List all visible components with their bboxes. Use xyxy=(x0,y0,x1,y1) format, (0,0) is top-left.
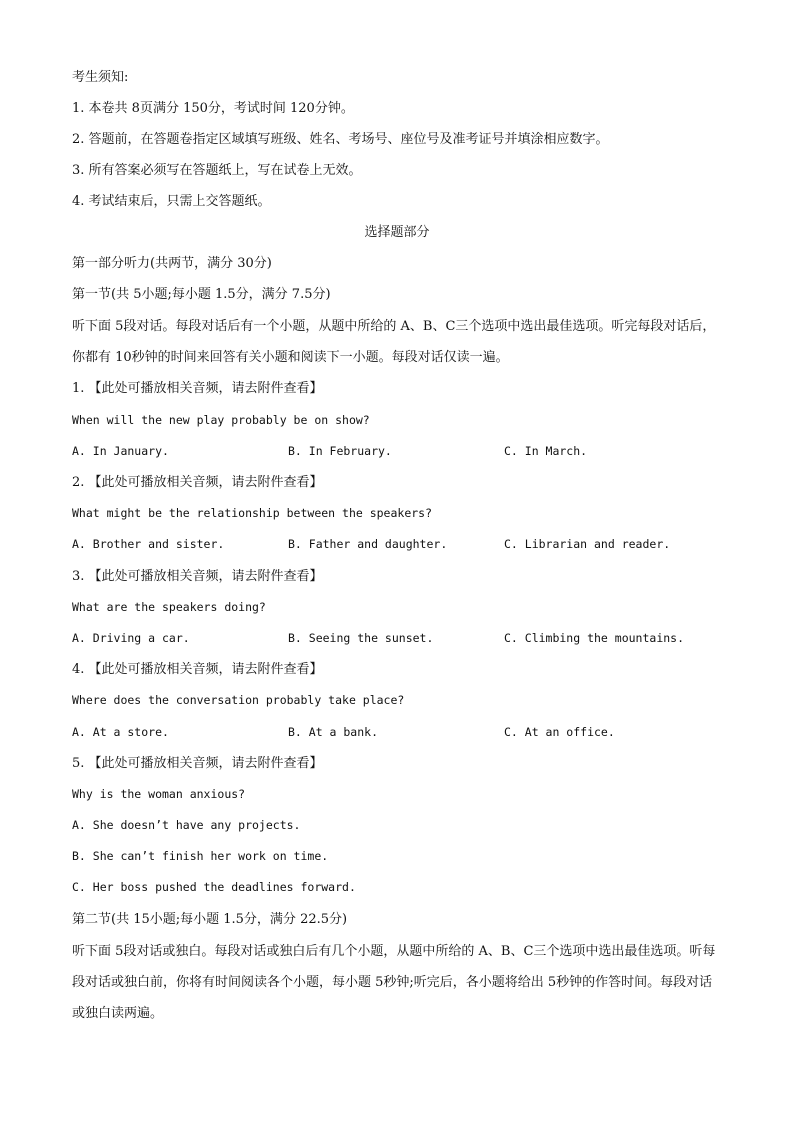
option-a: A. Brother and sister. xyxy=(72,537,225,551)
option-c: C. At an office. xyxy=(504,725,615,739)
audio-placeholder[interactable]: 5. 【此处可播放相关音频，请去附件查看】 xyxy=(72,756,323,771)
instruction-item: 2. 答题前，在答题卷指定区域填写班级、姓名、考场号、座位号及准考证号并填涂相应数字。 xyxy=(72,132,609,147)
question-text: When will the new play probably be on show? xyxy=(72,413,370,427)
instruction-item: 4. 考试结束后，只需上交答题纸。 xyxy=(72,194,271,209)
question-text: What are the speakers doing? xyxy=(72,600,266,614)
section2-directions: 听下面 5段对话或独白。每段对话或独白后有几个小题，从题中所给的 A、B、C三个选项中选出最佳选项。听每段对话或独白前，你将有时间阅读各个小题，每小题 5秒钟;听完后，各小题将给出 5秒钟的作答时间。每段对话或独白读两遍。 xyxy=(72,944,716,1021)
section2-title: 第二节(共 15小题;每小题 1.5分，满分 22.5分) xyxy=(72,912,348,927)
option-b: B. Seeing the sunset. xyxy=(288,631,434,645)
option-a: A. In January. xyxy=(72,444,169,458)
option-a: A. She doesn’t have any projects. xyxy=(72,818,301,832)
instruction-item: 1. 本卷共 8页满分 150分，考试时间 120分钟。 xyxy=(72,101,354,116)
section1-title: 第一节(共 5小题;每小题 1.5分，满分 7.5分) xyxy=(72,287,331,302)
instruction-item: 3. 所有答案必须写在答题纸上，写在试卷上无效。 xyxy=(72,163,362,178)
audio-placeholder[interactable]: 4. 【此处可播放相关音频，请去附件查看】 xyxy=(72,662,323,677)
option-c: C. Librarian and reader. xyxy=(504,537,671,551)
part1-title: 第一部分听力(共两节，满分 30分) xyxy=(72,256,272,271)
option-c: C. In March. xyxy=(504,444,588,458)
option-b: B. Father and daughter. xyxy=(288,537,448,551)
question-text: What might be the relationship between the speakers? xyxy=(72,506,433,520)
option-a: A. At a store. xyxy=(72,725,169,739)
option-b: B. She can’t finish her work on time. xyxy=(72,849,329,863)
audio-placeholder[interactable]: 2. 【此处可播放相关音频，请去附件查看】 xyxy=(72,475,323,490)
audio-placeholder[interactable]: 3. 【此处可播放相关音频，请去附件查看】 xyxy=(72,569,323,584)
option-b: B. At a bank. xyxy=(288,725,379,739)
question-text: Why is the woman anxious? xyxy=(72,787,246,801)
section-title: 选择题部分 xyxy=(364,225,430,240)
section1-directions: 听下面 5段对话。每段对话后有一个小题，从题中所给的 A、B、C三个选项中选出最佳选项。听完每段对话后，你都有 10秒钟的时间来回答有关小题和阅读下一小题。每段对话仅读一遍。 xyxy=(72,319,716,365)
audio-placeholder[interactable]: 1. 【此处可播放相关音频，请去附件查看】 xyxy=(72,381,323,396)
question-text: Where does the conversation probably take place? xyxy=(72,693,405,707)
instructions-title: 考生须知: xyxy=(72,70,129,85)
option-a: A. Driving a car. xyxy=(72,631,190,645)
option-b: B. In February. xyxy=(288,444,392,458)
option-c: C. Climbing the mountains. xyxy=(504,631,685,645)
option-c: C. Her boss pushed the deadlines forward. xyxy=(72,880,356,894)
